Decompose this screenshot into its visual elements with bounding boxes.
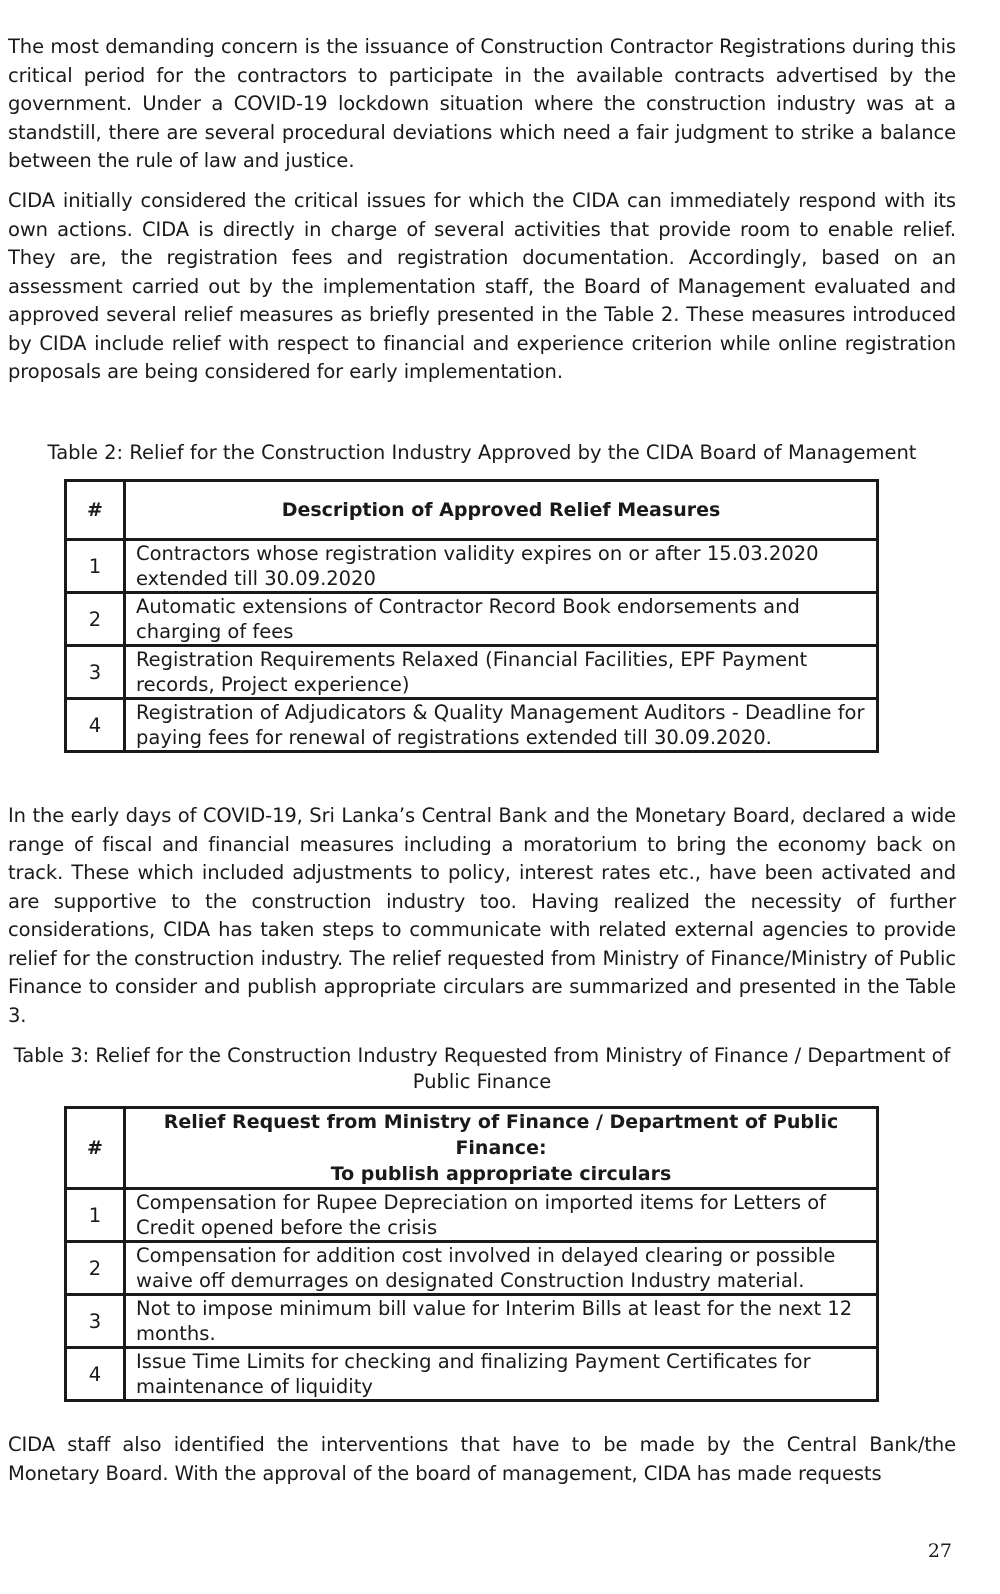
paragraph-cida-actions: CIDA initially considered the critical issues for which the CIDA can immediately respond with its own actions. CIDA is directly in charge of several activities that provide room to enable relief. They are, the registration fees and registration documentation. Accordingly, based on an assessment carried out by the implementation staff, the Board of Management evaluated and approved several relief measures as briefly presented in the Table 2. These measures introduced by CIDA include relief with respect to financial and experience criterion while online registration proposals are being considered for early implementation. (8, 189, 956, 383)
table-2-header-number: # (66, 481, 125, 540)
row-description: Registration of Adjudicators & Quality Management Auditors - Deadline for paying fees for renewal of registrations extended till 30.09.2020. (125, 699, 878, 752)
row-number: 3 (66, 646, 125, 699)
paragraph-cida-staff-interventions: CIDA staff also identified the interventions that have to be made by the Central Bank/the Monetary Board. With the approval of the board of management, CIDA has made requests (8, 1433, 956, 1485)
table-row (66, 699, 878, 752)
table-2-approved-relief (64, 479, 879, 753)
row-description: Not to impose minimum bill value for Interim Bills at least for the next 12 months. (125, 1295, 878, 1348)
row-description: Compensation for Rupee Depreciation on imported items for Letters of Credit opened before the crisis (125, 1189, 878, 1242)
table-3-header-line-2: To publish appropriate circulars (330, 1163, 672, 1185)
table-row (66, 646, 878, 699)
row-number: 4 (66, 699, 125, 752)
table-row (66, 593, 878, 646)
table-3-header-line-1: Relief Request from Ministry of Finance / Department of Public Finance: (163, 1111, 839, 1159)
paragraph-registration-concern: The most demanding concern is the issuance of Construction Contractor Registrations during this critical period for the contractors to participate in the available contracts advertised by the government. Under a COVID-19 lockdown situation where the construction industry was at a standstill, there are several procedural deviations which need a fair judgment to strike a balance between the rule of law and justice. (8, 35, 956, 172)
row-number: 1 (66, 540, 125, 593)
row-description: Automatic extensions of Contractor Record Book endorsements and charging of fees (125, 593, 878, 646)
row-number: 3 (66, 1295, 125, 1348)
row-number: 2 (66, 1242, 125, 1295)
table-row (66, 1348, 878, 1401)
row-description: Registration Requirements Relaxed (Financial Facilities, EPF Payment records, Project experience) (125, 646, 878, 699)
table-row (66, 540, 878, 593)
paragraph-central-bank-measures: In the early days of COVID-19, Sri Lanka’s Central Bank and the Monetary Board, declared a wide range of fiscal and financial measures including a moratorium to bring the economy back on track. These which included adjustments to policy, interest rates etc., have been activated and are supportive to the construction industry too. Having realized the necessity of further considerations, CIDA has taken steps to communicate with related external agencies to provide relief for the construction industry. The relief requested from Ministry of Finance/Ministry of Public Finance to consider and publish appropriate circulars are summarized and presented in the Table 3. (8, 804, 956, 1027)
row-number: 1 (66, 1189, 125, 1242)
row-description: Issue Time Limits for checking and finalizing Payment Certificates for maintenance of liquidity (125, 1348, 878, 1401)
table-row (66, 1242, 878, 1295)
table-3-header-number: # (66, 1108, 125, 1189)
row-description: Compensation for addition cost involved in delayed clearing or possible waive off demurrages on designated Construction Industry material. (125, 1242, 878, 1295)
row-number: 2 (66, 593, 125, 646)
table-3-header-description (125, 1108, 878, 1189)
table-2-caption: Table 2: Relief for the Construction Industry Approved by the CIDA Board of Management (47, 441, 917, 464)
row-number: 4 (66, 1348, 125, 1401)
table-row (66, 1189, 878, 1242)
row-description: Contractors whose registration validity expires on or after 15.03.2020 extended till 30.09.2020 (125, 540, 878, 593)
table-2-header-description: Description of Approved Relief Measures (125, 481, 878, 540)
table-header-row (66, 481, 878, 540)
table-row (66, 1295, 878, 1348)
table-3-requested-relief (64, 1106, 879, 1402)
table-3-caption: Table 3: Relief for the Construction Industry Requested from Ministry of Finance / Department of Public Finance (13, 1044, 951, 1093)
table-header-row (66, 1108, 878, 1189)
page-number: 27 (927, 1540, 952, 1562)
